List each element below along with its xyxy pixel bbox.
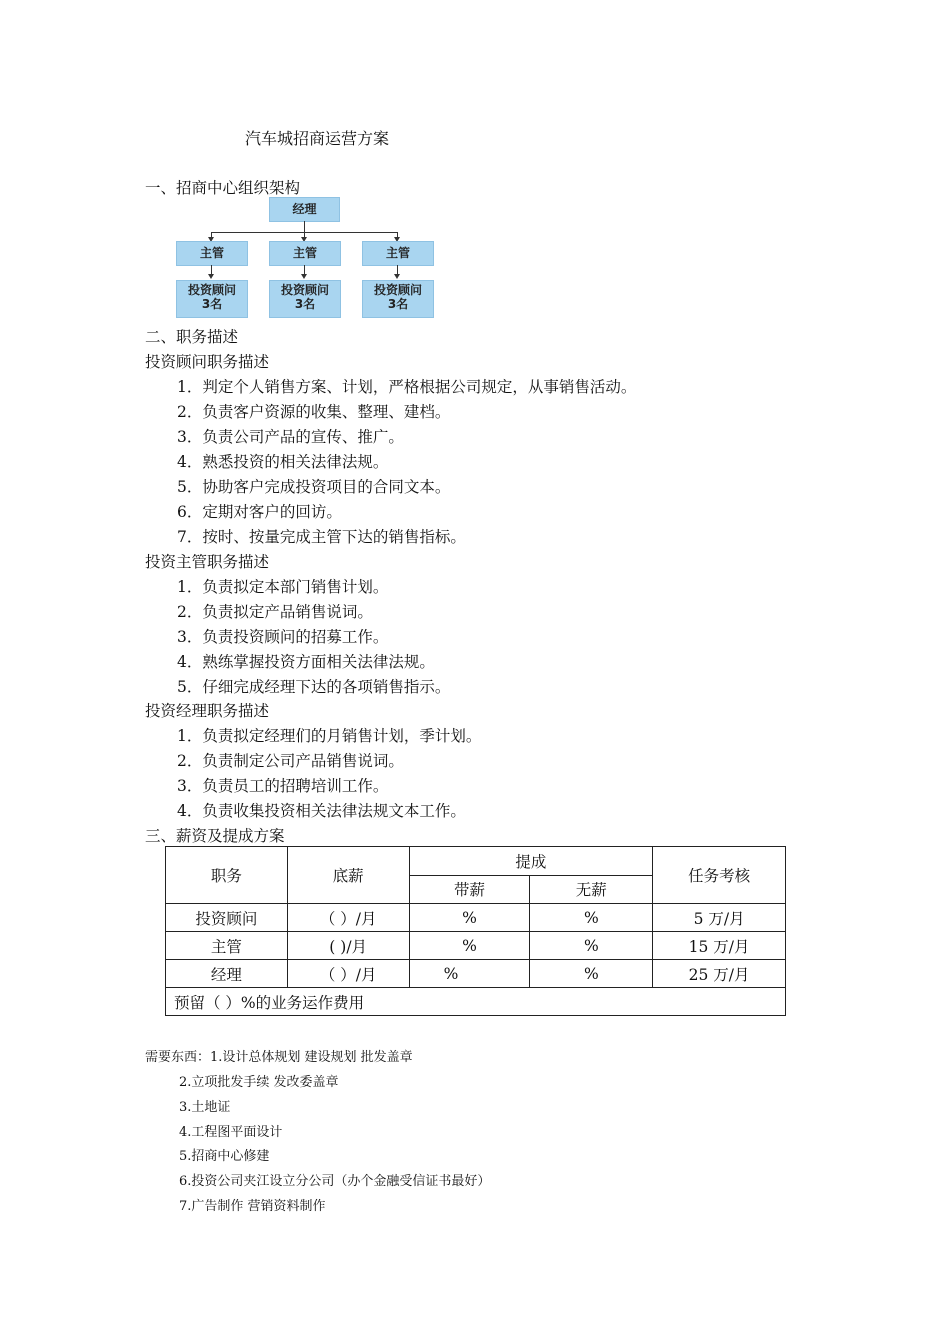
list-item: 4．负责收集投资相关法律法规文本工作。 xyxy=(177,802,466,820)
table-row xyxy=(166,960,786,988)
cell-base: （ ）/月 xyxy=(287,904,409,932)
org-supervisor-label: 主管 xyxy=(385,246,410,260)
org-manager-box xyxy=(269,197,340,222)
cell-base: （ ）/月 xyxy=(287,960,409,988)
table-row xyxy=(166,904,786,932)
org-supervisor-box xyxy=(269,241,341,266)
cell-with-salary: % xyxy=(409,932,530,960)
section3-heading: 三、薪资及提成方案 xyxy=(145,827,285,845)
cell-without-salary: % xyxy=(530,960,653,988)
header-commission: 提成 xyxy=(409,847,653,876)
list-item: 5．协助客户完成投资项目的合同文本。 xyxy=(177,478,451,496)
org-supervisor-label: 主管 xyxy=(292,246,317,260)
list-item: 2．负责制定公司产品销售说词。 xyxy=(177,752,404,770)
org-manager-label: 经理 xyxy=(292,202,317,216)
header-target: 任务考核 xyxy=(653,847,786,904)
document-title: 汽车城招商运营方案 xyxy=(245,129,390,148)
needs-item: 1.设计总体规划 建设规划 批发盖章 xyxy=(210,1050,413,1065)
advisor-duties-heading: 投资顾问职务描述 xyxy=(145,353,270,371)
needs-label: 需要东西： xyxy=(145,1050,211,1065)
needs-item: 5.招商中心修建 xyxy=(179,1149,270,1164)
supervisor-duties-heading: 投资主管职务描述 xyxy=(145,553,270,571)
org-chart xyxy=(176,197,436,319)
header-position: 职务 xyxy=(166,847,288,904)
cell-position: 主管 xyxy=(166,932,288,960)
cell-position: 经理 xyxy=(166,960,288,988)
cell-with-salary: % xyxy=(409,960,530,988)
cell-without-salary: % xyxy=(530,932,653,960)
org-advisor-count: 3名 xyxy=(201,297,223,311)
list-item: 7．按时、按量完成主管下达的销售指标。 xyxy=(177,528,466,546)
cell-target: 25 万/月 xyxy=(653,960,786,988)
table-row xyxy=(166,932,786,960)
header-without-salary: 无薪 xyxy=(530,875,653,904)
org-supervisor-box xyxy=(362,241,434,266)
list-item: 4．熟悉投资的相关法律法规。 xyxy=(177,453,389,471)
list-item: 1．负责拟定经理们的月销售计划，季计划。 xyxy=(177,727,482,745)
list-item: 2．负责拟定产品销售说词。 xyxy=(177,603,373,621)
cell-target: 15 万/月 xyxy=(653,932,786,960)
org-supervisor-box xyxy=(176,241,248,266)
list-item: 2．负责客户资源的收集、整理、建档。 xyxy=(177,403,451,421)
cell-position: 投资顾问 xyxy=(166,904,288,932)
org-advisor-title: 投资顾问 xyxy=(373,283,422,297)
needs-item: 2.立项批发手续 发改委盖章 xyxy=(179,1075,339,1090)
needs-item: 6.投资公司夹江设立分公司（办个金融受信证书最好） xyxy=(179,1174,491,1189)
org-advisor-title: 投资顾问 xyxy=(187,283,236,297)
list-item: 4．熟练掌握投资方面相关法律法规。 xyxy=(177,653,435,671)
list-item: 3．负责投资顾问的招募工作。 xyxy=(177,628,389,646)
needs-item: 4.工程图平面设计 xyxy=(179,1125,283,1140)
header-with-salary: 带薪 xyxy=(409,875,530,904)
org-advisor-title: 投资顾问 xyxy=(280,283,329,297)
table-reserve-row xyxy=(166,988,786,1016)
org-advisor-box xyxy=(269,280,341,318)
table-header-row xyxy=(166,847,786,876)
section2-heading: 二、职务描述 xyxy=(145,328,239,346)
section1-heading: 一、招商中心组织架构 xyxy=(145,179,301,197)
list-item: 1．判定个人销售方案、计划，严格根据公司规定，从事销售活动。 xyxy=(177,378,637,396)
header-base-salary: 底薪 xyxy=(287,847,409,904)
salary-table xyxy=(165,846,786,1016)
list-item: 3．负责公司产品的宣传、推广。 xyxy=(177,428,404,446)
org-advisor-count: 3名 xyxy=(294,297,316,311)
cell-with-salary: % xyxy=(409,904,530,932)
cell-base: ( )/月 xyxy=(287,932,409,960)
cell-target: 5 万/月 xyxy=(653,904,786,932)
org-advisor-box xyxy=(176,280,248,318)
org-supervisor-label: 主管 xyxy=(199,246,224,260)
cell-reserve: 预留（ ）%的业务运作费用 xyxy=(166,988,786,1016)
needs-item: 7.广告制作 营销资料制作 xyxy=(179,1199,326,1214)
needs-line xyxy=(145,1046,413,1065)
org-arrow xyxy=(394,274,400,279)
org-arrow xyxy=(301,274,307,279)
list-item: 1．负责拟定本部门销售计划。 xyxy=(177,578,389,596)
list-item: 6．定期对客户的回访。 xyxy=(177,503,342,521)
needs-item: 3.土地证 xyxy=(179,1100,231,1115)
org-arrow xyxy=(208,274,214,279)
manager-duties-heading: 投资经理职务描述 xyxy=(145,702,270,720)
cell-without-salary: % xyxy=(530,904,653,932)
org-advisor-count: 3名 xyxy=(387,297,409,311)
list-item: 3．负责员工的招聘培训工作。 xyxy=(177,777,389,795)
list-item: 5．仔细完成经理下达的各项销售指示。 xyxy=(177,678,451,696)
org-advisor-box xyxy=(362,280,434,318)
